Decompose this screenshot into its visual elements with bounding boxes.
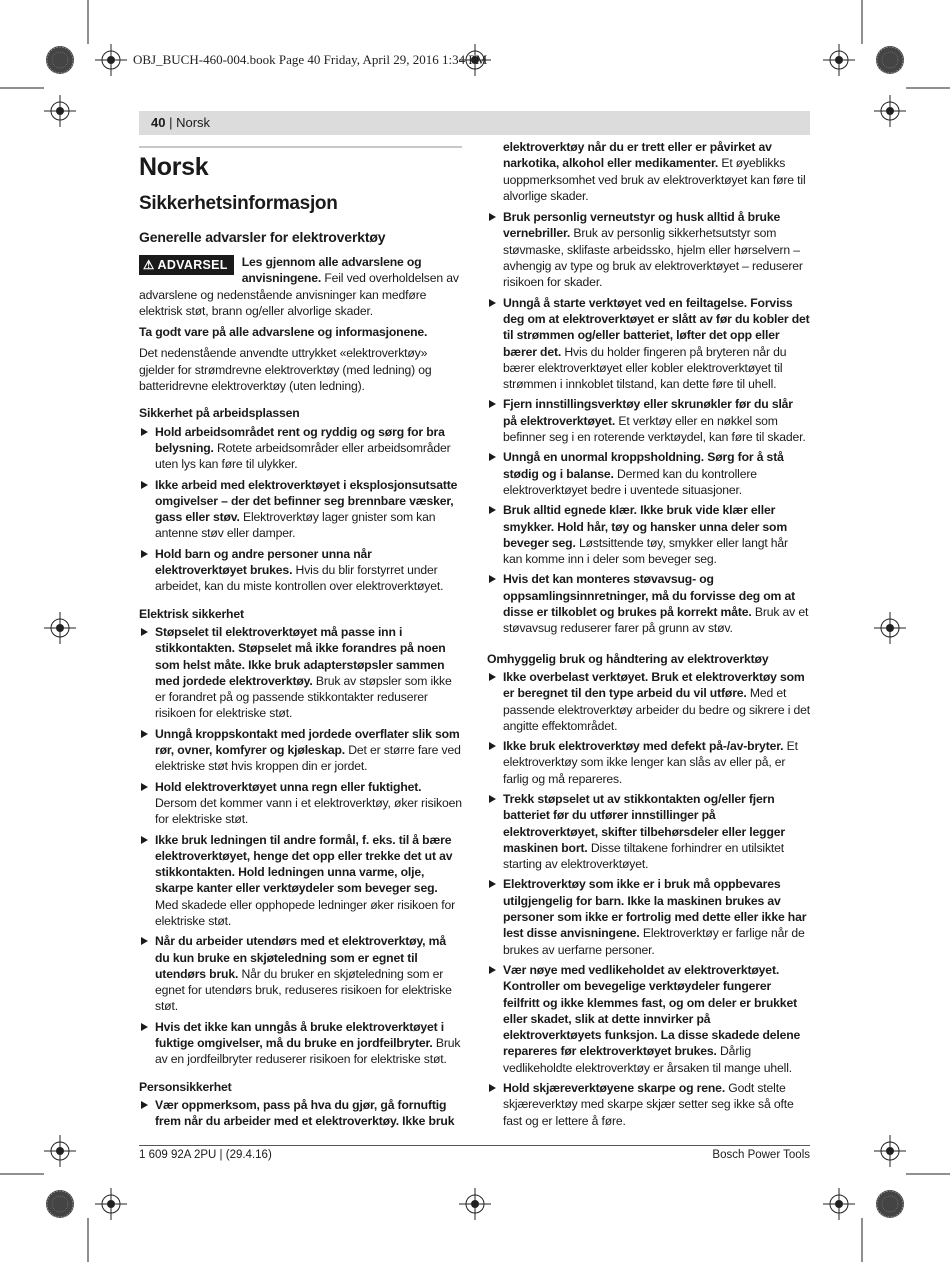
continued-item <box>503 139 810 204</box>
item-text: Elektroverktøy er farlige når de brukes av uerfarne personer. <box>503 926 805 957</box>
item-bold: Hvis det ikke kan unngås å bruke elektroverktøyet i fuktige omgivelser, må du bruke en jordfeilbryter. <box>155 1019 445 1051</box>
item-text: Hvis du blir forstyrret under arbeidet, kan du miste kontrollen over elektroverktøyet. <box>155 563 444 594</box>
section-heading: Personsikkerhet <box>139 1079 232 1094</box>
page-number: 40 <box>151 115 166 130</box>
item-text: Hvis du holder fingeren på bryteren når du bærer elektroverktøyet eller kobler elektroverktøyet til strømmen i innkoblet tilstand, kan dette føre til uhell. <box>503 344 787 392</box>
item-bold: elektroverktøy når du er trett eller er påvirket av narkotika, alkohol eller medikamenter. <box>503 140 772 171</box>
right-column <box>487 139 810 1133</box>
bullet-arrow-icon <box>489 400 496 408</box>
item-text: Rotete arbeidsområder eller arbeidsområder uten lys kan føre til ulykker. <box>155 440 451 472</box>
warning-badge <box>139 255 234 275</box>
list <box>139 624 462 1068</box>
list-item <box>487 502 810 567</box>
bullet-arrow-icon <box>489 795 496 803</box>
footer-doc-number: 1 609 92A 2PU | (29.4.16) <box>139 1149 272 1161</box>
item-bold: Vær nøye med vedlikeholdet av elektroverktøyet. Kontroller om bevegelige verktøydeler fungerer feilfritt og ikke klemmes fast, og om deler er brukket eller skadet, slik at dette innvirker på elektroverktøyets funksjon. La disse skadede delene repareres før elektroverktøyet brukes. <box>503 962 801 1059</box>
bullet-arrow-icon <box>141 428 148 436</box>
item-text: Dermed kan du kontrollere elektroverktøyet bedre i uventede situasjoner. <box>503 466 757 497</box>
warning-badge-label: ADVARSEL <box>157 258 228 272</box>
item-bold: Ikke arbeid med elektroverktøyet i eksplosjonsutsatte omgivelser – der det befinner seg brennbare væsker, gass eller støv. <box>155 477 458 525</box>
bullet-arrow-icon <box>141 1101 148 1109</box>
list <box>487 209 810 636</box>
item-bold: Ikke overbelast verktøyet. Bruk et elektroverktøy som er beregnet til den type arbeid du vil utføre. <box>503 669 805 701</box>
item-text: Godt stelte skjæreverktøy med skarpe skjær setter seg ikke så ofte fast og er lettere å føre. <box>503 1081 794 1128</box>
item-bold: Støpselet til elektroverktøyet må passe inn i stikkontakten. Støpselet må ikke forandres på noen som helst måte. Ikke bruk adapterstøpsler sammen med jordede elektroverktøy. <box>155 624 446 688</box>
item-text: Bruk av støpsler som ikke er forandret på og passende stikkontakter reduserer risikoen for elektriske støt. <box>155 673 452 721</box>
warning-text: Feil ved overholdelsen av advarslene og nedenstående anvisninger kan medføre elektrisk støt, brann og/eller alvorlige skader. <box>139 271 459 318</box>
bullet-arrow-icon <box>141 836 148 844</box>
page-header <box>139 111 810 135</box>
section-heading: Sikkerhet på arbeidsplassen <box>139 406 300 421</box>
section-heading: Omhyggelig bruk og håndtering av elektroverktøy <box>487 651 769 666</box>
list-item <box>139 726 462 775</box>
left-column <box>139 146 462 1134</box>
item-bold: Vær oppmerksom, pass på hva du gjør, gå fornuftig frem når du arbeider med et elektroverktøy. Ikke bruk <box>155 1097 455 1129</box>
page-title: Norsk <box>139 153 209 181</box>
list-item <box>487 1080 810 1129</box>
item-bold: Ikke bruk elektroverktøy med defekt på-/av-bryter. <box>503 739 784 754</box>
bullet-arrow-icon <box>489 213 496 221</box>
bullet-arrow-icon <box>489 453 496 461</box>
bullet-arrow-icon <box>141 1023 148 1031</box>
item-bold: Fjern innstillingsverktøy eller skrunøkler før du slår på elektroverktøyet. <box>503 397 793 428</box>
item-text: Disse tiltakene forhindrer en utilsiktet starting av elektroverktøyet. <box>503 840 784 872</box>
list <box>139 1097 462 1130</box>
item-bold: Unngå å starte verktøyet ved en feiltagelse. Forviss deg om at elektroverktøyet er slått av før du kobler det til strømmen og/eller batteriet, løfter det opp eller bærer det. <box>503 295 810 359</box>
footer-rule <box>139 1145 810 1146</box>
item-bold: Bruk personlig verneutstyr og husk alltid å bruke vernebriller. <box>503 210 781 241</box>
list-item <box>139 624 462 722</box>
item-bold: Hold arbeidsområdet rent og ryddig og sørg for bra belysning. <box>155 424 445 455</box>
item-text: Elektroverktøy lager gnister som kan antenne støv eller damper. <box>155 510 436 541</box>
bullet-arrow-icon <box>489 1084 496 1092</box>
list-item <box>487 962 810 1076</box>
item-text: Med skadede eller opphopede ledninger øker risikoen for elektriske støt. <box>155 897 456 928</box>
bullet-arrow-icon <box>489 506 496 514</box>
list-item <box>487 449 810 498</box>
list-item <box>487 876 810 957</box>
bullet-arrow-icon <box>141 628 148 636</box>
item-bold: Unngå kroppskontakt med jordede overflater slik som rør, ovner, komfyrer og kjøleskap. <box>155 726 460 758</box>
item-text: Bruk av personlig sikkerhetsutstyr som støvmaske, sklifaste arbeidssko, hjelm eller hørselvern – avhengig av type og bruk av elektroverktøyet – reduserer risikoen for skader. <box>503 226 803 290</box>
header-separator: | <box>165 115 177 130</box>
list-item <box>487 295 810 393</box>
item-text: Med et passende elektroverktøy arbeider du bedre og sikrere i det angitte effektområdet. <box>503 686 810 733</box>
item-bold: Trekk støpselet ut av stikkontakten og/eller fjern batteriet før du utfører innstillinger på elektroverktøyet, skifter tilbehørsdeler eller legger maskinen bort. <box>503 791 785 855</box>
bullet-arrow-icon <box>489 966 496 974</box>
item-bold: Unngå en unormal kroppsholdning. Sørg for å stå stødig og i balanse. <box>503 450 784 481</box>
item-bold: Elektroverktøy som ikke er i bruk må oppbevares utilgjengelig for barn. Ikke la maskinen brukes av personer som ikke er fortrolig med dette eller ikke har lest disse anvisningene. <box>503 877 807 941</box>
item-text: Bruk av et støvavsug reduserer farer på grunn av støv. <box>503 605 809 636</box>
list-item <box>487 396 810 445</box>
list-item <box>139 832 462 930</box>
item-bold: Når du arbeider utendørs med et elektroverktøy, må du kun bruke en skjøteledning som er egnet til utendørs bruk. <box>155 934 446 981</box>
item-bold: Ikke bruk ledningen til andre formål, f. eks. til å bære elektroverktøyet, henge det opp eller trekke det ut av stikkontakten. Hold ledningen unna varme, olje, skarpe kanter eller verktøydeler som beveger seg. <box>155 832 453 896</box>
list-item <box>487 791 810 872</box>
item-text: Det er større fare ved elektriske støt hvis kroppen din er jordet. <box>155 743 461 774</box>
bullet-arrow-icon <box>141 550 148 558</box>
footer-brand: Bosch Power Tools <box>712 1149 810 1161</box>
item-text: Bruk av en jordfeilbryter reduserer risikoen for elektriske støt. <box>155 1036 461 1067</box>
section-title: Sikkerhetsinformasjon <box>139 193 338 214</box>
list-item <box>487 209 810 290</box>
bullet-arrow-icon <box>141 730 148 738</box>
item-bold: Hold barn og andre personer unna når elektroverktøyet brukes. <box>155 546 372 578</box>
keep-instructions: Ta godt vare på alle advarslene og informasjonene. <box>139 325 428 340</box>
item-bold: Bruk alltid egnede klær. Ikke bruk vide klær eller smykker. Hold hår, tøy og hansker unna deler som beveger seg. <box>503 503 788 550</box>
list <box>139 424 462 595</box>
warning-block <box>139 254 462 319</box>
list-item <box>487 571 810 636</box>
header-language: Norsk <box>176 115 211 130</box>
warning-triangle-icon: ⚠ <box>143 258 155 272</box>
list-item <box>139 1019 462 1068</box>
bullet-arrow-icon <box>489 575 496 583</box>
item-text: Løstsittende tøy, smykker eller langt hår kan komme inn i deler som beveger seg. <box>503 535 788 567</box>
list-item <box>487 669 810 734</box>
list-item <box>139 546 462 595</box>
list-item <box>487 738 810 787</box>
item-text: Når du bruker en skjøteledning som er egnet for utendørs bruk, reduseres risikoen for elektriske støt. <box>155 966 452 1014</box>
item-text: Dersom det kommer vann i et elektroverktøy, øker risikoen for elektriske støt. <box>155 795 462 827</box>
item-text: Dårlig vedlikeholdte elektroverktøy er årsaken til mange uhell. <box>503 1044 792 1075</box>
list <box>487 669 810 1129</box>
item-bold: Hold elektroverktøyet unna regn eller fuktighet. <box>155 779 422 794</box>
list-item <box>139 424 462 473</box>
bullet-arrow-icon <box>489 299 496 307</box>
item-bold: Hvis det kan monteres støvavsug- og oppsamlingsinnretninger, må du forvisse deg om at disse er tilkoblet og brukes på korrekt måte. <box>503 572 795 620</box>
item-text: Et øyeblikks uoppmerksomhet ved bruk av elektroverktøyet kan føre til alvorlige skader. <box>503 156 806 203</box>
print-slug: OBJ_BUCH-460-004.book Page 40 Friday, April 29, 2016 1:34 PM <box>133 52 488 67</box>
item-text: Et elektroverktøy som ikke lenger kan slås av eller på, er farlig og må repareres. <box>503 739 798 786</box>
list-item <box>139 779 462 828</box>
list-item <box>139 477 462 542</box>
list-item <box>139 933 462 1014</box>
section-heading: Elektrisk sikkerhet <box>139 606 244 621</box>
warning-bold-text: Les gjennom alle advarslene og anvisningene. <box>241 255 422 286</box>
item-bold: Hold skjæreverktøyene skarpe og rene. <box>503 1081 726 1096</box>
item-text: Et verktøy eller en nøkkel som befinner seg i en roterende verktøydel, kan føre til skader. <box>503 413 806 445</box>
bullet-arrow-icon <box>489 742 496 750</box>
bullet-arrow-icon <box>141 783 148 791</box>
subsection-title: Generelle advarsler for elektroverktøy <box>139 229 386 245</box>
bullet-arrow-icon <box>489 880 496 888</box>
bullet-arrow-icon <box>141 481 148 489</box>
list-item <box>139 1097 462 1130</box>
definition-paragraph: Det nedenstående anvendte uttrykket «elektroverktøy» gjelder for strømdrevne elektroverktøy (med ledning) og batteridrevne elektroverktøy (uten ledning). <box>139 346 432 394</box>
title-rule <box>139 146 462 148</box>
bullet-arrow-icon <box>489 673 496 681</box>
bullet-arrow-icon <box>141 937 148 945</box>
